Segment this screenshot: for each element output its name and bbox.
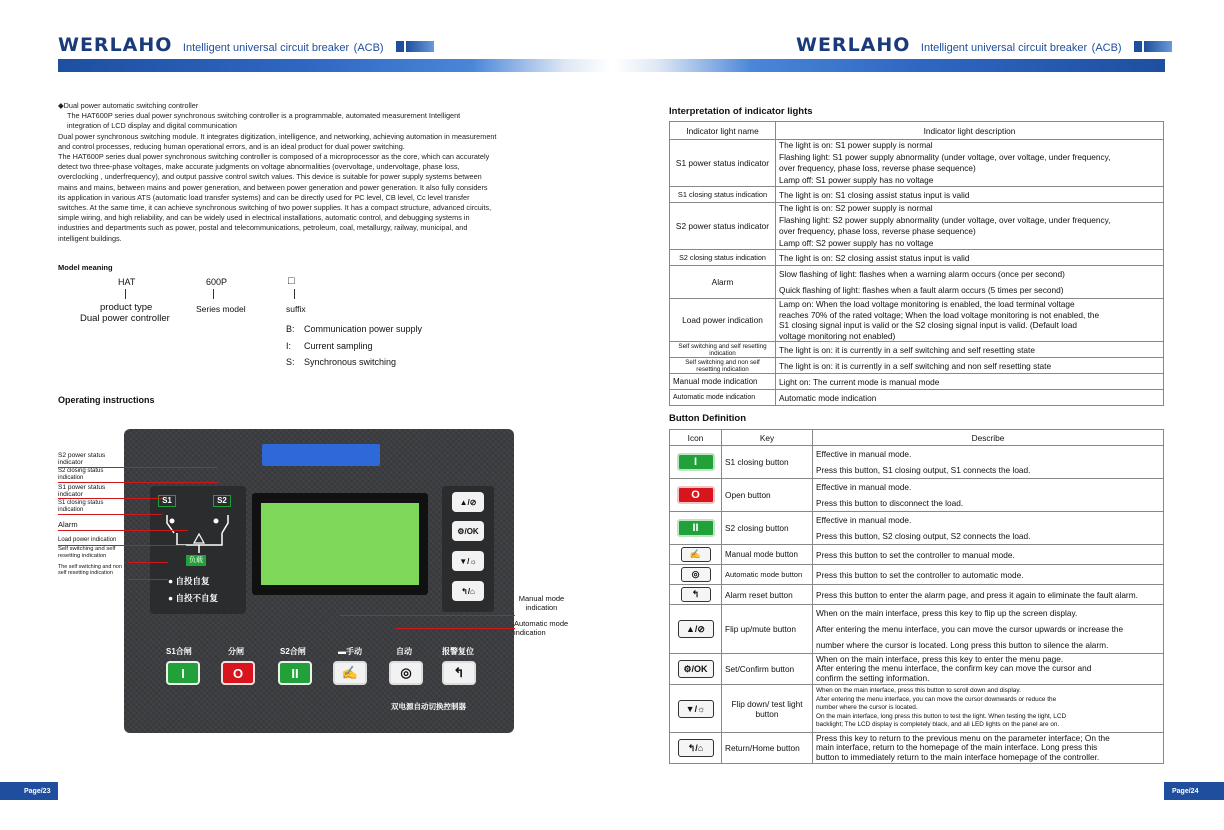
auto-icon: ◎: [681, 567, 711, 582]
desc-line: Quick flashing of light: flashes when a fault alarm occurs (5 times per second): [779, 285, 1064, 295]
callout-self-reset: Self switching and self resetting indication: [58, 546, 116, 559]
callout-s1-close: S1 closing status indication: [58, 500, 104, 513]
set-confirm-key[interactable]: ⚙/OK: [452, 521, 484, 541]
indicator-name: Load power indication: [670, 299, 776, 342]
flip-up-mute-icon: ▲/⊘: [678, 620, 714, 638]
body-line: intelligent buildings.: [58, 233, 122, 243]
body-line: mains and mains, between mains and power generation, and between power generation and power generation. It also fully considers: [58, 182, 488, 192]
table-row: [670, 374, 1164, 390]
lcd-display: [252, 493, 428, 595]
body-line: and control processes, reducing human operational errors, and is an ideal product for dual power switching.: [58, 141, 405, 151]
opt-key: S:: [286, 357, 295, 367]
desc-line: When on the main interface, press this key to enter the menu page.: [816, 654, 1064, 665]
indicator-name: S2 closing status indication: [670, 250, 776, 266]
label-alarm-reset: 报警复位: [442, 647, 474, 656]
model-title: Model meaning: [58, 263, 113, 272]
desc-line: Effective in manual mode.: [816, 515, 912, 525]
indicator-name: Self switching and self resetting indication: [670, 342, 776, 358]
callout-line: [58, 530, 188, 531]
button-key: Automatic mode button: [722, 565, 813, 585]
desc-line: After entering the menu interface, you can move the cursor upwards or increase the: [816, 624, 1124, 634]
opt-key: B:: [286, 324, 295, 334]
desc-line: The light is on: it is currently in a self switching and non self resetting state: [776, 358, 1164, 374]
desc-line: main interface, return to the homepage of the main interface. Long press this: [816, 742, 1098, 753]
open-icon: O: [677, 486, 715, 504]
right-footer: [1164, 782, 1224, 800]
col-indicator-name: Indicator light name: [670, 122, 776, 140]
indicator-name: S1 power status indicator: [670, 140, 776, 187]
callout-s2-power: S2 power status indicator: [58, 452, 106, 467]
desc-line: Press this button, S1 closing output, S1 connects the load.: [816, 465, 1031, 475]
desc-line: When on the main interface, press this key to flip up the screen display.: [816, 608, 1078, 618]
col-describe: Describe: [813, 430, 1164, 446]
desc-line: S1 closing signal input is valid or the S2 closing signal input is valid. (Default load: [779, 320, 1077, 331]
table-row: [670, 187, 1164, 203]
opt-key: I:: [286, 340, 292, 351]
load-indicator-icon: 负载: [186, 555, 206, 566]
model-desc-controller: Dual power controller: [80, 313, 170, 324]
open-button[interactable]: O: [221, 661, 255, 685]
label-auto: 自动: [396, 647, 412, 656]
body-line: industries and departments such as power, postal and telecommunications, petroleum, coal, metallurgy, railway, municipal, and: [58, 223, 468, 233]
intro-line: The HAT600P series dual power synchronous switching controller is a programmable, automated measurement Intelligent: [67, 111, 461, 121]
return-home-icon: ↰/⌂: [678, 739, 714, 757]
body-line: Dual power synchronous switching module. It integrates digitization, intelligence, and networking, achieving automation in measurement: [58, 131, 497, 141]
table-row: [670, 565, 1164, 585]
table-row: [670, 685, 1164, 733]
mode-self-reset: ● 自投自复: [168, 576, 210, 586]
brand-logo: WERLAHO: [58, 34, 173, 56]
body-line: simple wiring, and high reliability, and can be widely used in electrical installations, automatic control, and debugging systems in: [58, 213, 470, 223]
auto-mode-button[interactable]: ◎: [389, 661, 423, 685]
desc-line: Slow flashing of light: flashes when a warning alarm occurs (once per second): [779, 269, 1065, 279]
body-line: detect two three-phase voltages, make accurate judgments on voltage abnormalities (overvoltage, undervoltage, phase loss,: [58, 162, 460, 172]
model-part-hat: HAT: [118, 277, 136, 287]
label-s1-close: S1合闸: [166, 647, 192, 656]
indicator-section-title: Interpretation of indicator lights: [669, 106, 813, 117]
left-header-bar: [58, 59, 610, 72]
arrow-line: [125, 289, 126, 299]
desc-line: The light is on: S2 closing assist status input is valid: [776, 250, 1164, 266]
model-desc-type: product type: [100, 302, 153, 313]
desc-line: On the main interface, long press this button to test the light. When testing the light, LCD: [816, 712, 1067, 720]
header-block-icon: [406, 41, 434, 52]
set-confirm-icon: ⚙/OK: [678, 660, 714, 678]
table-row: [670, 585, 1164, 605]
callout-line: [128, 562, 168, 563]
suffix-options: [286, 321, 422, 371]
intro-line: integration of LCD display and digital communication: [67, 121, 237, 131]
table-row: [670, 605, 1164, 654]
desc-line: Effective in manual mode.: [816, 449, 912, 459]
callout-line: [58, 514, 162, 515]
flip-up-mute-key[interactable]: ▲/⊘: [452, 492, 484, 512]
button-section-title: Button Definition: [669, 413, 747, 424]
desc-line: Flashing light: S1 power supply abnormality (under voltage, over voltage, under frequency,: [779, 151, 1111, 162]
intro-section: [58, 101, 558, 244]
opt-value: Communication power supply: [304, 324, 423, 334]
callout-line: [396, 628, 515, 629]
desc-line: number where the cursor is located. Long press this button to silence the alarm.: [816, 640, 1109, 650]
desc-line: Lamp off: S1 power supply has no voltage: [779, 174, 934, 185]
desc-line: Flashing light: S2 power supply abnormality (under voltage, over voltage, under frequency,: [779, 214, 1111, 225]
table-row: [670, 140, 1164, 187]
button-table: [669, 429, 1164, 764]
table-row: [670, 390, 1164, 406]
indicator-name: Alarm: [670, 266, 776, 299]
table-row: [670, 203, 1164, 250]
model-desc-suffix: suffix: [286, 304, 306, 314]
desc-line: When on the main interface, press this button to scroll down and display.: [816, 687, 1021, 695]
button-key: Manual mode button: [722, 545, 813, 565]
s2-close-button[interactable]: II: [278, 661, 312, 685]
header-suffix: (ACB): [353, 42, 384, 54]
button-key: Open button: [722, 479, 813, 512]
table-row: [670, 342, 1164, 358]
indicator-name: S2 power status indicator: [670, 203, 776, 250]
button-key: Alarm reset button: [722, 585, 813, 605]
header-block-icon: [1144, 41, 1172, 52]
callout-self-nonreset: The self switching and non self resetting indication: [58, 564, 122, 577]
s2-close-icon: II: [677, 519, 715, 537]
desc-line: reaches 70% of the rated voltage; When the load voltage monitoring is not enabled, the: [779, 309, 1100, 320]
intro-title: ◆Dual power automatic switching controller: [58, 101, 199, 110]
left-header: [58, 34, 434, 56]
callout-s2-close: S2 closing status indication: [58, 468, 104, 481]
return-icon: ↰: [681, 587, 711, 602]
label-s2-close: S2合闸: [280, 647, 306, 656]
label-manual: ▬手动: [338, 647, 362, 656]
callout-s1-power: S1 power status indicator: [58, 484, 106, 499]
table-row: [670, 446, 1164, 479]
right-header: [796, 34, 1172, 56]
desc-line: Press this button to enter the alarm page, and press it again to eliminate the fault alarm.: [813, 585, 1164, 605]
header-subtitle: Intelligent universal circuit breaker: [920, 42, 1088, 54]
desc-line: backlight; The LCD display is completely black, and all LED lights on the panel are on.: [816, 721, 1060, 729]
opt-value: Current sampling: [304, 340, 373, 351]
model-part-600p: 600P: [206, 277, 228, 287]
table-row: [670, 733, 1164, 764]
operating-title: Operating instructions: [58, 395, 155, 405]
header-block-icon: [396, 41, 404, 52]
button-key: Flip up/mute button: [722, 605, 813, 654]
s1-indicator-icon: S1: [158, 495, 176, 507]
callout-manual: Manual mode indication: [518, 594, 565, 612]
desc-line: Press this button, S2 closing output, S2 connects the load.: [816, 531, 1031, 541]
desc-line: Lamp off: S2 power supply has no voltage: [779, 237, 934, 248]
header-subtitle: Intelligent universal circuit breaker: [182, 42, 350, 54]
desc-line: voltage monitoring not enabled): [779, 330, 896, 341]
button-key: Flip down/ test light button: [722, 685, 813, 733]
col-indicator-desc: Indicator light description: [776, 122, 1164, 140]
header-suffix: (ACB): [1091, 42, 1122, 54]
callout-auto: Automatic mode indication: [514, 619, 569, 637]
desc-line: The light is on: S1 power supply is normal: [779, 140, 933, 150]
callout-line: [340, 615, 515, 616]
body-line: overclocking , underfrequency), and output passive control switch values. This device is suitable for power supply systems between: [58, 172, 482, 182]
desc-line: Automatic mode indication: [776, 390, 1164, 406]
indicator-name: Manual mode indication: [670, 374, 776, 390]
callout-alarm: Alarm: [58, 520, 78, 529]
callout-load: Load power indication: [58, 537, 117, 543]
callout-line: [58, 482, 218, 483]
desc-line: number where the cursor is located.: [816, 704, 918, 712]
return-home-key[interactable]: ↰/⌂: [452, 581, 484, 601]
callout-line: [58, 498, 162, 499]
desc-line: Effective in manual mode.: [816, 482, 912, 492]
desc-line: The light is on: it is currently in a self switching and self resetting state: [776, 342, 1164, 358]
arrow-line: [294, 289, 295, 299]
desc-line: over frequency, phase loss, reverse phase sequence): [779, 226, 976, 236]
desc-line: The light is on: S1 closing assist status input is valid: [776, 187, 1164, 203]
table-row: [670, 654, 1164, 685]
button-key: S2 closing button: [722, 512, 813, 545]
alarm-reset-button[interactable]: ↰: [442, 661, 476, 685]
table-row: [670, 479, 1164, 512]
indicator-name: S1 closing status indication: [670, 187, 776, 203]
body-line: its application in various ATS (automatic load transfer systems) and can be directly used for PC level, CB level, Cc level transfer: [58, 192, 470, 202]
body-line: The HAT600P series dual power synchronous switching controller is composed of a microprocessor as the core, which can accurately: [58, 152, 490, 162]
model-part-suffix: □: [288, 275, 295, 287]
desc-line: The light is on: S2 power supply is normal: [779, 203, 933, 213]
desc-line: Press this button to set the controller to automatic mode.: [813, 565, 1164, 585]
manual-mode-button[interactable]: ✍: [333, 661, 367, 685]
table-row: [670, 299, 1164, 342]
desc-line: After entering the menu interface, the confirm key can move the cursor and: [816, 663, 1092, 674]
button-key: S1 closing button: [722, 446, 813, 479]
panel-model-name: 双电源自动切换控制器: [391, 702, 466, 711]
table-row: [670, 266, 1164, 299]
indicator-table: [669, 121, 1164, 406]
desc-line: confirm the setting information.: [816, 672, 930, 683]
desc-line: over frequency, phase loss, reverse phase sequence): [779, 163, 976, 173]
callout-line: [58, 545, 186, 546]
desc-line: Press this button to disconnect the load.: [816, 498, 964, 508]
s2-indicator-icon: S2: [213, 495, 231, 507]
indicator-name: Automatic mode indication: [670, 390, 776, 406]
callout-line: [128, 579, 168, 580]
desc-line: button to immediately return to the main interface homepage of the controller.: [816, 751, 1100, 762]
arrow-line: [213, 289, 214, 299]
page-number: Page/23: [24, 787, 51, 795]
button-key: Set/Confirm button: [722, 654, 813, 685]
body-line: switches. At the same time, it can achieve synchronous switching of two power supplies. It has a compact structure, advanced circuits,: [58, 203, 492, 213]
opt-value: Synchronous switching: [304, 357, 397, 367]
hand-icon: ✍: [681, 547, 711, 562]
panel-window: [262, 444, 380, 466]
header-block-icon: [1134, 41, 1142, 52]
page-number: Page/24: [1172, 787, 1199, 795]
flip-down-test-key[interactable]: ▼/☼: [452, 551, 484, 571]
label-open: 分闸: [228, 647, 244, 656]
desc-line: Press this key to return to the previous menu on the parameter interface; On the: [816, 733, 1110, 744]
table-row: [670, 250, 1164, 266]
flip-down-test-icon: ▼/☼: [678, 700, 714, 718]
desc-line: After entering the menu interface, you can move the cursor downwards or reduce the: [816, 695, 1057, 703]
model-desc-series: Series model: [196, 304, 246, 314]
right-header-bar: [614, 59, 1165, 72]
desc-line: Light on: The current mode is manual mode: [776, 374, 1164, 390]
table-row: [670, 358, 1164, 374]
desc-line: Press this button to set the controller to manual mode.: [813, 545, 1164, 565]
table-row: [670, 545, 1164, 565]
callout-line: [58, 467, 218, 468]
s1-close-button[interactable]: I: [166, 661, 200, 685]
button-key: Return/Home button: [722, 733, 813, 764]
left-footer: [0, 782, 58, 800]
s1-close-icon: I: [677, 453, 715, 471]
brand-logo: WERLAHO: [796, 34, 911, 56]
desc-line: Lamp on: When the load voltage monitoring is enabled, the load terminal voltage: [779, 299, 1075, 309]
mode-self-nonreset: ● 自投不自复: [168, 593, 218, 603]
col-icon: Icon: [670, 430, 722, 446]
col-key: Key: [722, 430, 813, 446]
indicator-name: Self switching and non self resetting indication: [670, 358, 776, 374]
table-row: [670, 512, 1164, 545]
lcd-screen: [261, 503, 419, 585]
